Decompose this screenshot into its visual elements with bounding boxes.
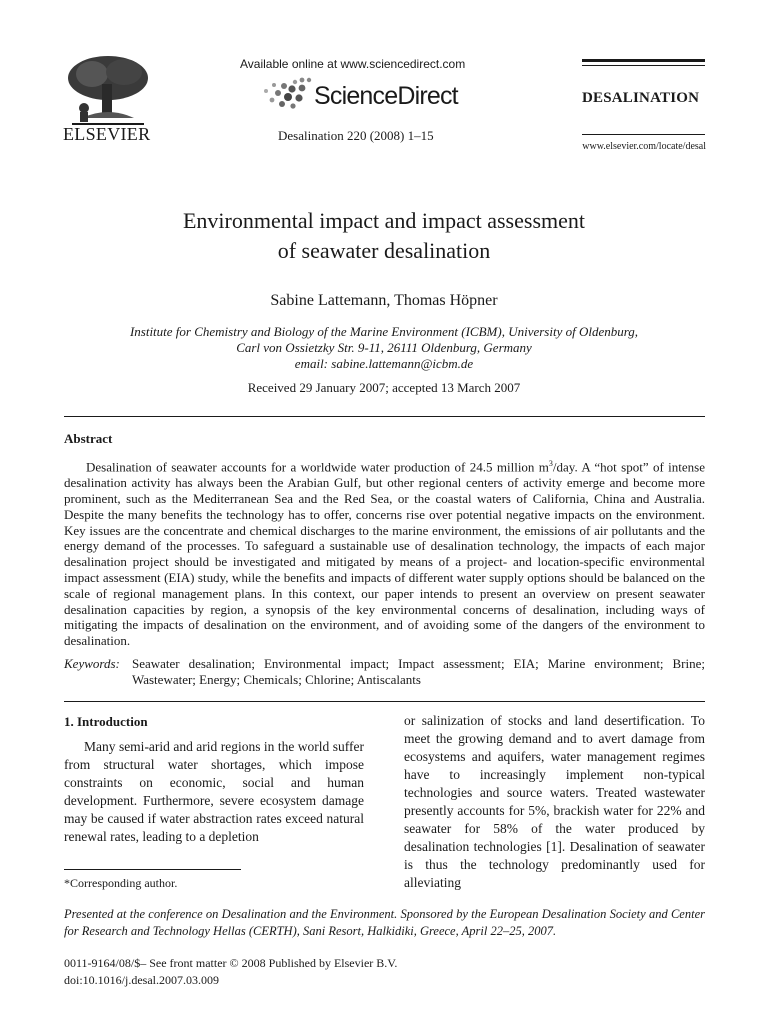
doi-line[interactable]: doi:10.1016/j.desal.2007.03.009 — [64, 973, 219, 987]
affiliation-line-1: Institute for Chemistry and Biology of the Marine Environment (ICBM), University of Oldenburg, — [129, 324, 639, 339]
issn-line: 0011-9164/08/$– See front matter © 2008 Published by Elsevier B.V. — [64, 956, 398, 970]
journal-rule-top — [582, 59, 705, 62]
abstract-text-part-2: /day. A “hot spot” of intense desalination activity has always been the Arabian Gulf, but other regional centers of activity emerge and become more prominent, such as the Mediterranean Sea and the Red Sea, or the coastal waters of California, China and Australia. Despite the many benefits the technology has to offer, concerns rise over potential negative impacts on the environment. Key issues are the concentrate and chemical discharges to the marine environment, the emissions of air pollutants and the energy demand of the processes. To safeguard a sustainable use of desalination technology, the impacts of each major desalination project should be investigated and mitigated by means of a project- and location-specific environmental impact assessment (EIA) study, while the benefits and impacts of different water supply options should be balanced on the scale of regional management plans. In this context, our paper intends to present an overview on present seawater desalination capacities by region, a synopsis of the key environmental concerns of desalination, including ways of mitigating the impacts of desalination on the environment, and of avoiding some of the dangers of the environment to desalination. — [64, 459, 705, 649]
title-line-1: Environmental impact and impact assessment — [182, 208, 585, 233]
corresponding-author-note: *Corresponding author. — [64, 876, 178, 890]
keywords-label: Keywords: — [64, 656, 120, 671]
copyright-block — [64, 955, 397, 989]
abstract-heading: Abstract — [64, 431, 113, 446]
sciencedirect-logo-text: ScienceDirect — [314, 82, 458, 110]
title-line-2: of seawater desalination — [277, 238, 491, 263]
keywords-block — [64, 656, 705, 688]
journal-name: DESALINATION — [582, 90, 700, 106]
journal-rule-bottom — [582, 134, 705, 135]
introduction-right-column: or salinization of stocks and land desertification. To meet the growing demand and to avert damage from ecosystems and aquifers, water management regimes have to increasingly implement non-typical technologies and source waters. Treated wastewater presently accounts for 5%, brackish water for 22% and seawater for 58% of the water produced by desalination technologies [1]. Desalination of seawater is thus the technology predominantly used for alleviating — [404, 713, 705, 890]
abstract-text-part-1: Desalination of seawater accounts for a worldwide water production of 24.5 million m — [86, 459, 549, 475]
author-affiliation — [80, 324, 688, 372]
journal-rule-top-thin — [582, 65, 705, 66]
conference-note: Presented at the conference on Desalination and the Environment. Sponsored by the European Desalination Society and Center for Research and Technology Hellas (CERTH), Sani Resort, Halkidiki, Greece, April 22–25, 2007. — [64, 907, 705, 938]
available-online-text[interactable]: Available online at www.sciencedirect.com — [240, 57, 466, 71]
keywords-list: Seawater desalination; Environmental impact; Impact assessment; EIA; Marine environment; Brine; Wastewater; Energy; Chemicals; Chlorine; Antiscalants — [132, 656, 705, 687]
sciencedirect-dots-icon — [262, 76, 318, 110]
introduction-left-column: Many semi-arid and arid regions in the world suffer from structural water shortages, which impose constraints on economic, social and human development. Furthermore, severe ecosystem damage may be caused if water abstraction rates exceed natural renewal rates, leading to a depletion — [64, 739, 364, 844]
journal-citation: Desalination 220 (2008) 1–15 — [278, 128, 434, 143]
article-authors: Sabine Lattemann, Thomas Höpner — [270, 292, 498, 309]
divider-below-abstract — [64, 701, 705, 702]
received-dates: Received 29 January 2007; accepted 13 March 2007 — [247, 380, 521, 395]
introduction-heading: 1. Introduction — [64, 714, 148, 729]
abstract-superscript: 3 — [548, 459, 553, 468]
journal-url[interactable]: www.elsevier.com/locate/desal — [582, 141, 706, 152]
footnote-rule — [64, 869, 241, 870]
affiliation-line-2: Carl von Ossietzky Str. 9-11, 26111 Oldenburg, Germany — [236, 340, 532, 355]
elsevier-tree-logo-icon — [62, 54, 154, 126]
author-email[interactable]: email: sabine.lattemann@icbm.de — [294, 356, 474, 371]
abstract-body — [64, 456, 705, 649]
divider-above-abstract — [64, 416, 705, 417]
article-title — [80, 206, 688, 266]
publisher-name: ELSEVIER — [63, 124, 151, 144]
